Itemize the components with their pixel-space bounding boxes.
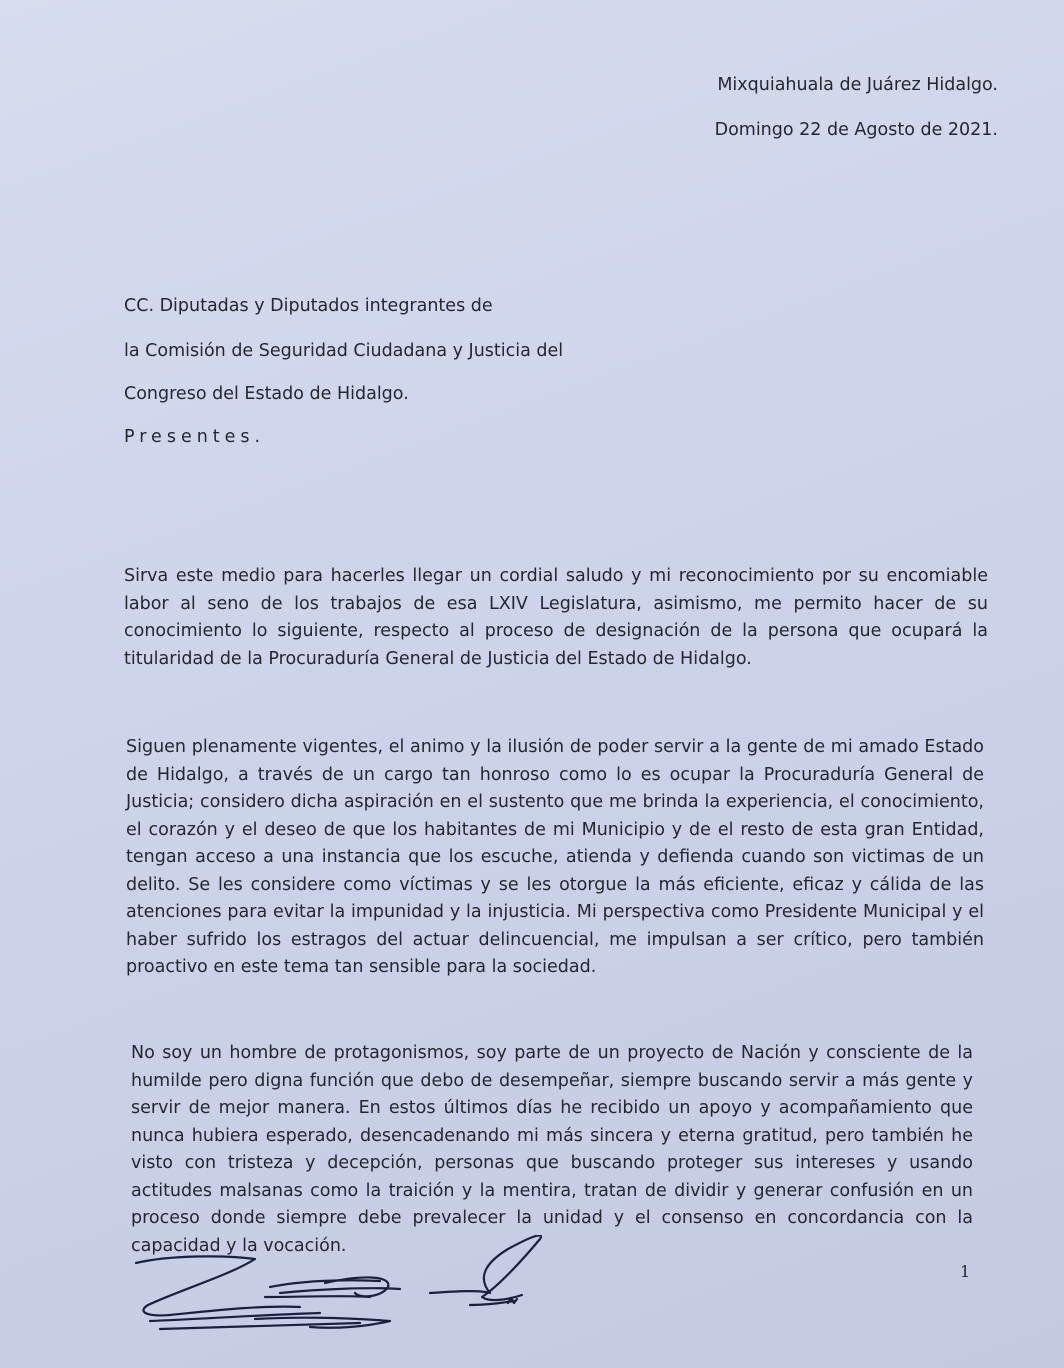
body-paragraph-1: Sirva este medio para hacerles llegar un cordial saludo y mi reconocimiento por su encomiable labor al seno de los trabajos de esa LXIV Legislatura, asimismo, me permito hacer de su conocimiento lo siguiente, respecto al proceso de designación de la persona que ocupará la titularidad de la Procuraduría General de Justicia del Estado de Hidalgo. [124,566,988,669]
addressee-greeting: Presentes. [124,427,266,447]
letter-place: Mixquiahuala de Juárez Hidalgo. [717,75,998,95]
body-paragraph-3: No soy un hombre de protagonismos, soy parte de un proyecto de Nación y consciente de la humilde pero digna función que debo de desempeñar, siempre buscando servir a más gente y servir de mejor manera. En estos últimos días he recibido un apoyo y acompañamiento que nunca hubiera esperado, desencadenando mi más sincera y eterna gratitud, pero también he visto con tristeza y decepción, personas que buscando proteger sus intereses y usando actitudes malsanas como la traición y la mentira, tratan de dividir y generar confusión en un proceso donde siempre debe prevalecer la unidad y el consenso en concordancia con la capacidad y la vocación. [131,1043,973,1256]
letter-date: Domingo 22 de Agosto de 2021. [714,120,998,140]
addressee-line-2: la Comisión de Seguridad Ciudadana y Justicia del [124,341,564,361]
body-paragraph-2: Siguen plenamente vigentes, el animo y la ilusión de poder servir a la gente de mi amado Estado de Hidalgo, a través de un cargo tan honroso como lo es ocupar la Procuraduría General de Justicia; considero dicha aspiración en el sustento que me brinda la experiencia, el conocimiento, el corazón y el deseo de que los habitantes de mi Municipio y de el resto de esta gran Entidad, tengan acceso a una instancia que los escuche, atienda y defienda cuando son victimas de un delito. Se les considere como víctimas y se les otorgue la más eficiente, eficaz y cálida de las atenciones para evitar la impunidad y la injusticia. Mi perspectiva como Presidente Municipal y el haber sufrido los estragos del actuar delincuencial, me impulsan a ser crítico, pero también proactivo en este tema tan sensible para la sociedad. [126,737,984,977]
page-number: 1 [960,1262,971,1281]
addressee-line-1: CC. Diputadas y Diputados integrantes de [124,296,493,316]
handwritten-signature [130,1235,550,1335]
addressee-line-3: Congreso del Estado de Hidalgo. [124,384,409,404]
